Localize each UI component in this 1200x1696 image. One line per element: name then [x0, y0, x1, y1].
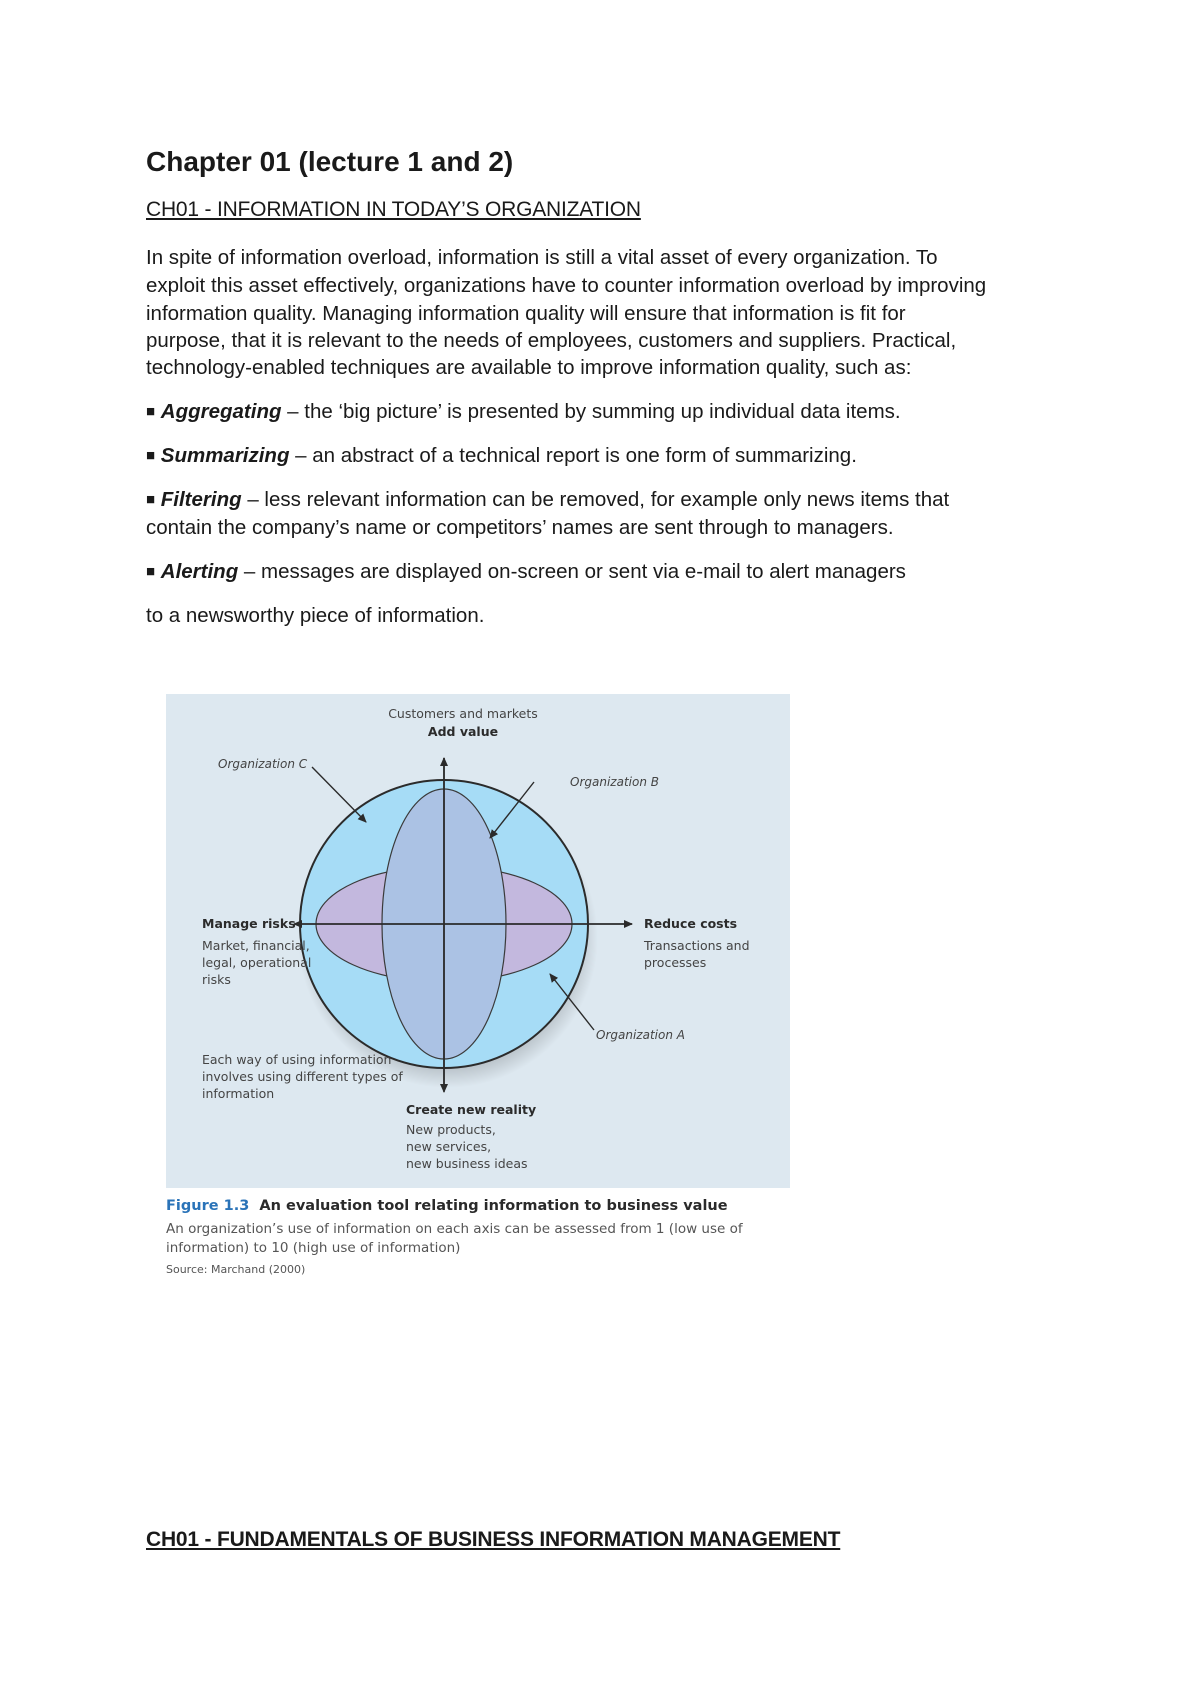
reduce-costs-title: Reduce costs — [644, 916, 738, 931]
bullet-square-icon: ■ — [146, 403, 156, 420]
bullet-text: – messages are displayed on-screen or sent via e-mail to alert managers — [238, 560, 906, 583]
figure-description-line: information) to 10 (high use of information) — [166, 1239, 461, 1256]
figure-diagram — [166, 694, 790, 1188]
figure-source: Source: Marchand (2000) — [166, 1263, 306, 1276]
figure-caption — [166, 1198, 806, 1276]
figure-title: An evaluation tool relating information to business value — [259, 1198, 728, 1214]
reduce-costs-line: processes — [644, 955, 707, 970]
manage-risks-line: risks — [202, 972, 231, 987]
create-new-reality-line: new services, — [406, 1139, 492, 1154]
figure-caption-title — [166, 1198, 806, 1214]
organization-b-label: Organization B — [570, 775, 659, 789]
top-label-markets: Customers and markets — [388, 706, 538, 721]
bullet-term: Filtering — [160, 488, 242, 511]
bullet-summarizing — [146, 442, 1076, 472]
bullet-text: – an abstract of a technical report is one form of summarizing. — [289, 444, 857, 467]
intro-line: exploit this asset effectively, organizations have to counter information overload by improving — [146, 274, 987, 297]
bullet-filtering — [146, 486, 1076, 516]
intro-line: information quality. Managing information quality will ensure that information is fit for — [146, 302, 906, 325]
paragraph-continuation: to a newsworthy piece of information. — [146, 604, 485, 627]
figure-description — [166, 1220, 806, 1257]
note-line: information — [202, 1086, 275, 1101]
figure-number: Figure 1.3 — [166, 1198, 250, 1214]
figure-description-line: An organization’s use of information on each axis can be assessed from 1 (low use of — [166, 1221, 743, 1237]
intro-line: technology-enabled techniques are available to improve information quality, such as: — [146, 356, 912, 379]
bullet-text: – the ‘big picture’ is presented by summing up individual data items. — [281, 400, 901, 423]
bullet-alerting — [146, 558, 1076, 588]
note-line: Each way of using information — [202, 1052, 392, 1067]
bullet-square-icon: ■ — [146, 563, 156, 580]
manage-risks-line: Market, financial, — [202, 938, 310, 953]
organization-a-label: Organization A — [596, 1028, 685, 1042]
section-heading-information-in-organization: CH01 - INFORMATION IN TODAY’S ORGANIZATION — [146, 198, 641, 221]
bullet-aggregating — [146, 398, 1076, 428]
bullet-term: Aggregating — [160, 400, 282, 423]
manage-risks-line: legal, operational — [202, 955, 312, 970]
manage-risks-title: Manage risks — [202, 916, 296, 931]
section-heading-fundamentals: CH01 - FUNDAMENTALS OF BUSINESS INFORMATION MANAGEMENT — [146, 1528, 841, 1551]
intro-line: purpose, that it is relevant to the needs of employees, customers and suppliers. Practical, — [146, 329, 957, 352]
note-line: involves using different types of — [202, 1069, 403, 1084]
bullet-text: – less relevant information can be removed, for example only news items that — [241, 488, 950, 511]
create-new-reality-line: new business ideas — [406, 1156, 528, 1171]
bullet-text-continued: contain the company’s name or competitors’ names are sent through to managers. — [146, 516, 894, 539]
bullet-square-icon: ■ — [146, 491, 156, 508]
organization-c-label: Organization C — [218, 757, 308, 771]
create-new-reality-line: New products, — [406, 1122, 496, 1137]
bullet-term: Summarizing — [160, 444, 290, 467]
top-label-add-value: Add value — [427, 724, 499, 739]
bullet-square-icon: ■ — [146, 447, 156, 464]
chapter-title: Chapter 01 (lecture 1 and 2) — [146, 146, 514, 177]
reduce-costs-line: Transactions and — [644, 938, 750, 953]
create-new-reality-title: Create new reality — [406, 1102, 537, 1117]
bullet-term: Alerting — [160, 560, 239, 583]
intro-line: In spite of information overload, information is still a vital asset of every organization. To — [146, 246, 938, 269]
